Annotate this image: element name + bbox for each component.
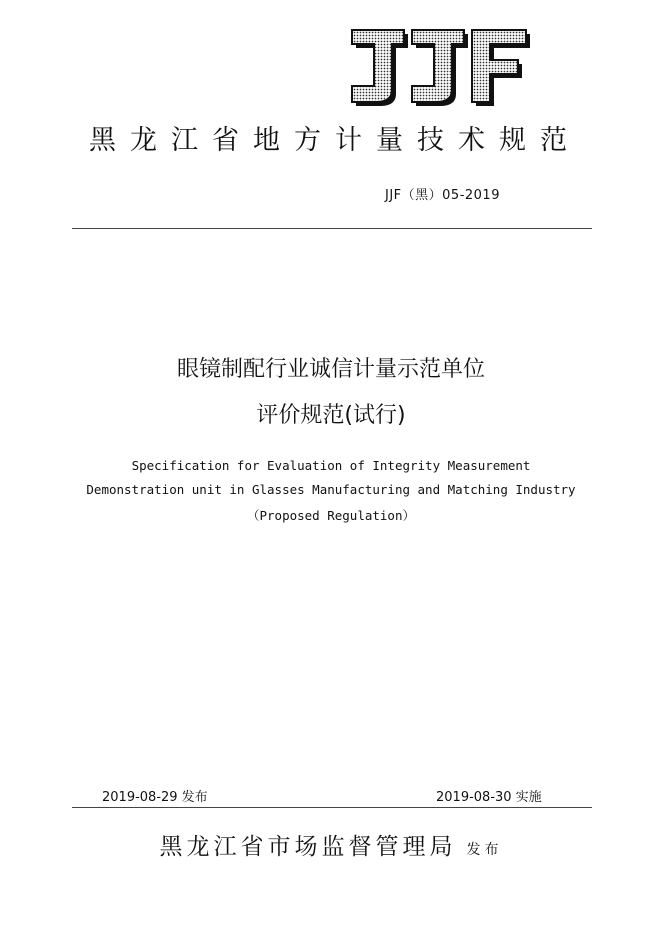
publisher-name: 黑龙江省市场监督管理局: [159, 834, 457, 860]
issue-date: 2019-08-29 发布: [102, 790, 208, 805]
series-title: 黑龙江省地方计量技术规范: [89, 125, 581, 156]
title-en-line-3: （Proposed Regulation）: [247, 508, 415, 523]
title-zh-line-2: 评价规范(试行): [256, 403, 406, 428]
publisher-suffix: 发布: [466, 842, 503, 858]
logo-letter-f: [472, 30, 530, 106]
jjf-logo: [350, 28, 532, 108]
title-en-line-1: Specification for Evaluation of Integrity Measurement: [131, 458, 531, 473]
logo-letter-j-2: [412, 30, 468, 106]
title-zh-line-1: 眼镜制配行业诚信计量示范单位: [176, 357, 485, 382]
publisher-line: [0, 828, 662, 861]
title-en-line-2: Demonstration unit in Glasses Manufacturing and Matching Industry: [86, 482, 576, 497]
bottom-divider: [72, 807, 592, 808]
implementation-date: 2019-08-30 实施: [436, 790, 542, 805]
logo-letter-j-1: [352, 30, 408, 106]
document-code: JJF（黑）05-2019: [385, 188, 500, 203]
top-divider: [72, 228, 592, 229]
